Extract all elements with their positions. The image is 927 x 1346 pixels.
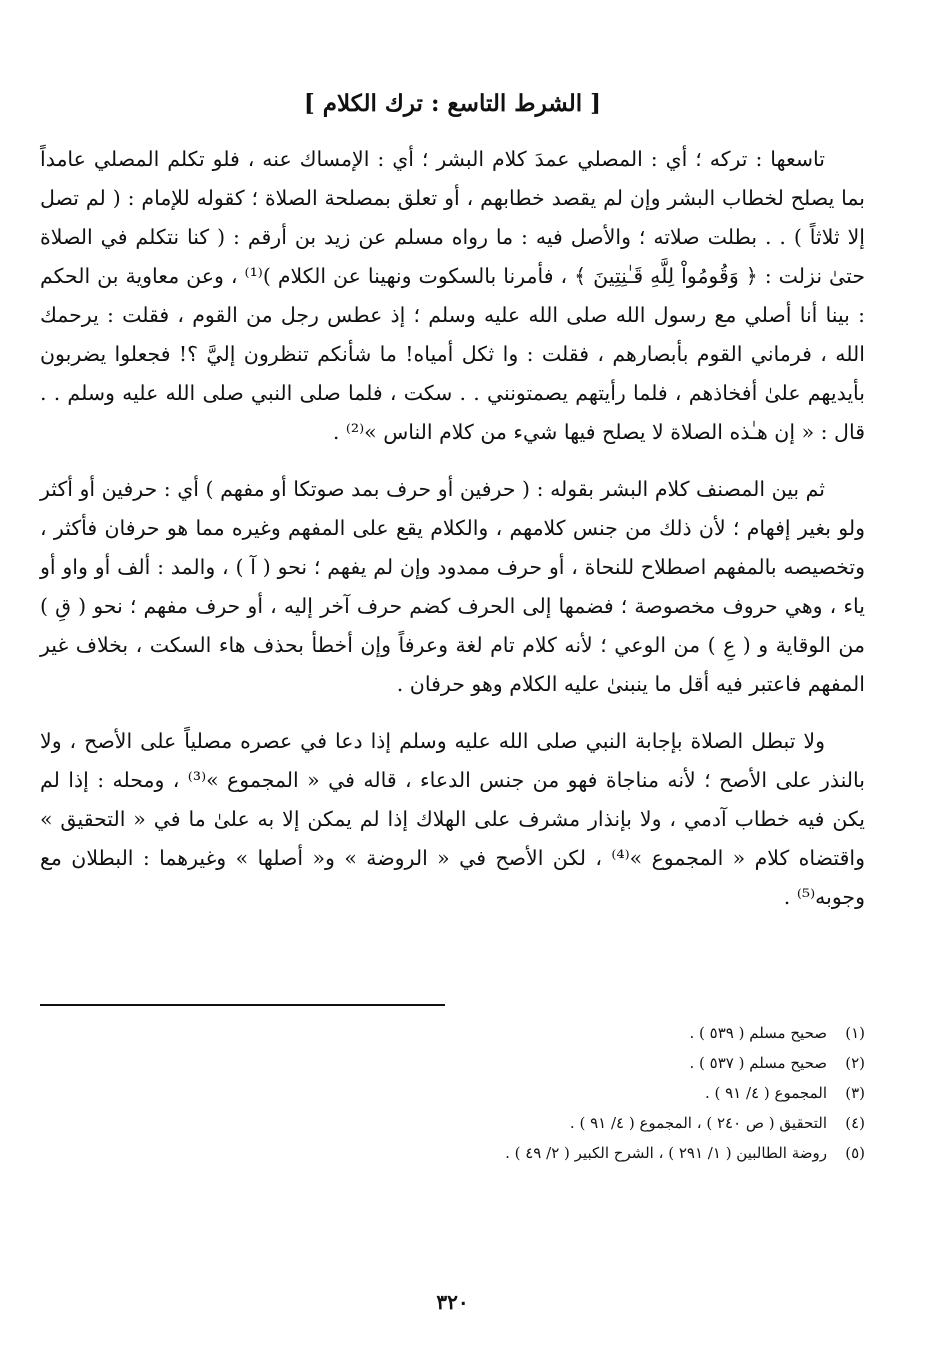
footnote-item <box>40 1018 865 1048</box>
paragraph-1: تاسعها : تركه ؛ أي : المصلي عمدَ كلام البشر ؛ أي : الإمساك عنه ، فلو تكلم المصلي عامداً بما يصلح لخطاب البشر وإن لم يقصد خطابهم ، أو تعلق بمصلحة الصلاة ؛ كقوله للإمام : ( لم تصل إلا ثلاثاً ) . . بطلت صلاته ؛ والأصل فيه : ما رواه مسلم عن زيد بن أرقم : ( كنا نتكلم في الصلاة حتىٰ نزلت : ﴿ وَقُومُواْ لِلَّهِ قَـٰنِتِينَ ﴾ ، فأمرنا بالسكوت ونهينا عن الكلام )⁽¹⁾ ، وعن معاوية بن الحكم : بينا أنا أصلي مع رسول الله صلى الله عليه وسلم ؛ إذ عطس رجل من القوم ، فقلت : يرحمك الله ، فرماني القوم بأبصارهم ، فقلت : وا ثكل أمياه! ما شأنكم تنظرون إليَّ ؟! فجعلوا يضربون بأيديهم علىٰ أفخاذهم ، فلما رأيتهم يصمتونني . . سكت ، فلما صلى النبي صلى الله عليه وسلم . . قال : « إن هـٰذه الصلاة لا يصلح فيها شيء من كلام الناس »⁽²⁾ . <box>40 147 865 444</box>
footnote-item <box>40 1048 865 1078</box>
footnote-number: (١) <box>845 1024 865 1042</box>
footnote-number: (٣) <box>845 1084 865 1102</box>
footnote-number: (٤) <box>845 1114 865 1132</box>
footnotes-list <box>40 1018 865 1168</box>
footnote-item <box>40 1138 865 1168</box>
footnote-item <box>40 1108 865 1138</box>
footnote-text: روضة الطالبين ( ١/ ٢٩١ ) ، الشرح الكبير ( ٢/ ٤٩ ) . <box>505 1144 827 1162</box>
book-page <box>40 82 865 1322</box>
footnote-text: التحقيق ( ص ٢٤٠ ) ، المجموع ( ٤/ ٩١ ) . <box>569 1114 827 1132</box>
footnote-number: (٥) <box>845 1144 865 1162</box>
paragraph-2: ثم بين المصنف كلام البشر بقوله : ( حرفين أو حرف بمد صوتكا أو مفهم ) أي : حرفين أو أكثر ولو بغير إفهام ؛ لأن ذلك من جنس كلامهم ، والكلام يقع على المفهم وغيره مما هو حرفان فأكثر ، وتخصيصه بالمفهم اصطلاح للنحاة ، أو حرف ممدود وإن لم يفهم ؛ نحو ( آ ) ، والمد : ألف أو واو أو ياء ، وهي حروف مخصوصة ؛ فضمها إلى الحرف كضم حرف آخر إليه ، أو حرف مفهم ؛ نحو ( قِ ) من الوقاية و ( عِ ) من الوعي ؛ لأنه كلام تام لغة وعرفاً وإن أخطأ بحذف هاء السكت ، بخلاف غير المفهم فاعتبر فيه أقل ما ينبنىٰ عليه الكلام وهو حرفان . <box>40 477 865 696</box>
footnote-divider <box>40 1004 445 1006</box>
page-number: ٣٢٠ <box>436 1290 469 1314</box>
section-heading: [ الشرط التاسع : ترك الكلام ] <box>303 90 602 117</box>
footnote-text: صحيح مسلم ( ٥٣٧ ) . <box>689 1054 827 1072</box>
paragraph-3: ولا تبطل الصلاة بإجابة النبي صلى الله عليه وسلم إذا دعا في عصره مصلياً على الأصح ، ولا بالنذر على الأصح ؛ لأنه مناجاة فهو من جنس الدعاء ، قاله في « المجموع »⁽³⁾ ، ومحله : إذا لم يكن فيه خطاب آدمي ، ولا بإنذار مشرف على الهلاك إذا لم يمكن إلا به علىٰ ما في « التحقيق » واقتضاه كلام « المجموع »⁽⁴⁾ ، لكن الأصح في « الروضة » و« أصلها » وغيرهما : البطلان مع وجوبه⁽⁵⁾ . <box>40 729 865 909</box>
footnote-text: صحيح مسلم ( ٥٣٩ ) . <box>689 1024 827 1042</box>
footnote-number: (٢) <box>845 1054 865 1072</box>
footnote-item <box>40 1078 865 1108</box>
footnote-text: المجموع ( ٤/ ٩١ ) . <box>704 1084 827 1102</box>
